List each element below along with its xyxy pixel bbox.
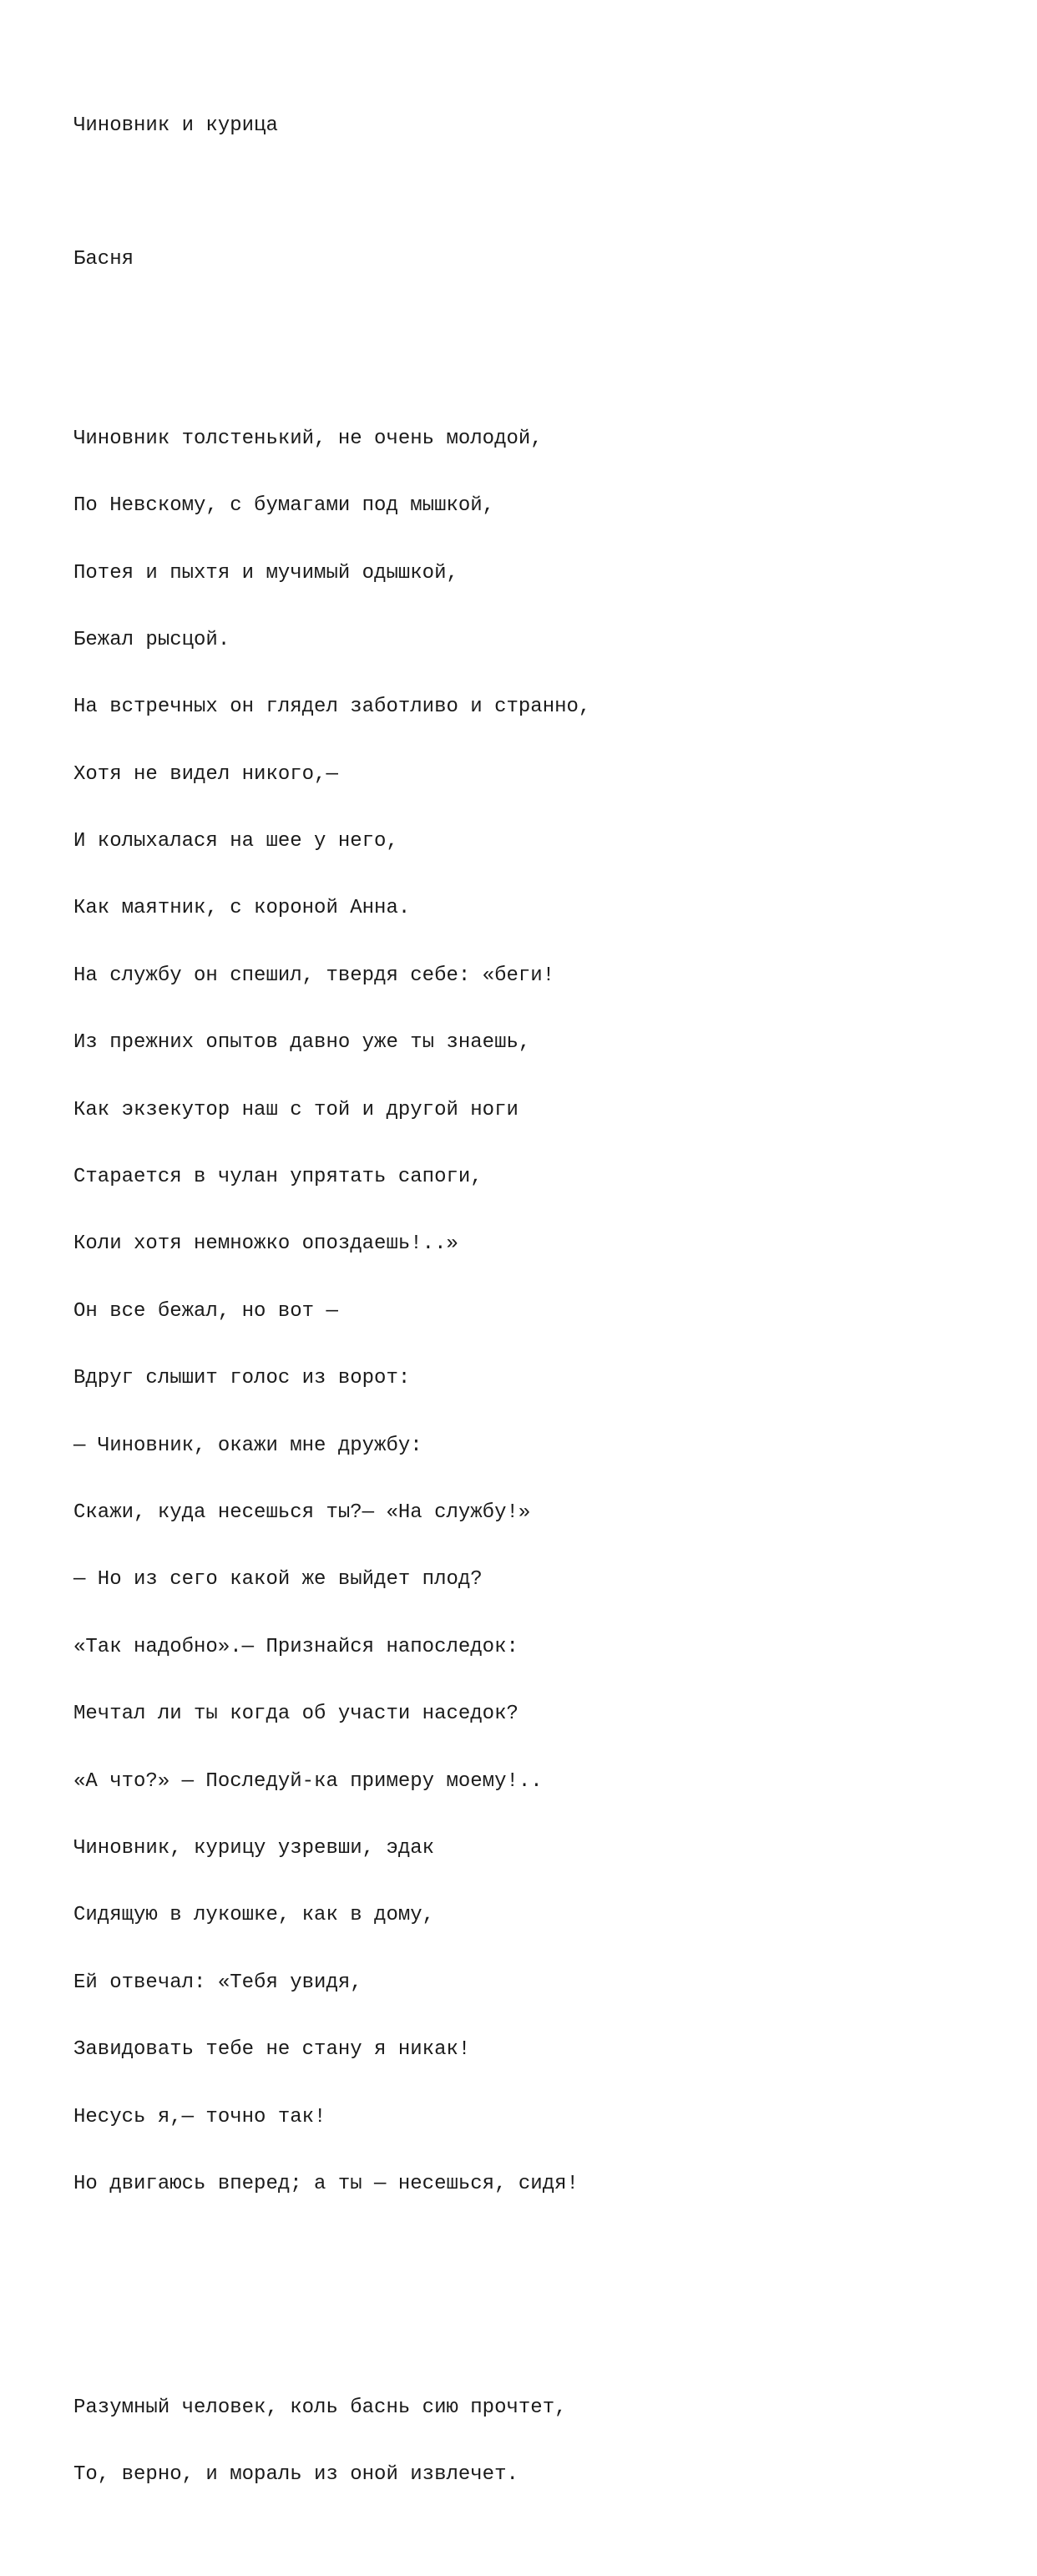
verse-line: — Но из сего какой же выйдет плод? — [73, 1568, 483, 1592]
document-subtitle: Басня — [73, 248, 134, 271]
verse-line: «А что?» — Последуй-ка примеру моему!.. — [73, 1769, 543, 1793]
verse-line: Чиновник, курицу узревши, эдак — [73, 1836, 435, 1860]
verse-line: Старается в чулан упрятать сапоги, — [73, 1166, 483, 1189]
blank-line — [73, 316, 590, 339]
blank-line — [73, 182, 590, 205]
blank-line — [73, 2285, 590, 2308]
verse-line: На встречных он глядел заботливо и странно, — [73, 696, 591, 719]
verse-line: Как маятник, с короной Анна. — [73, 897, 411, 920]
stanza-moral — [73, 2352, 590, 2531]
verse-line: И колыхалася на шее у него, — [73, 830, 398, 853]
verse-line: Ей отвечал: «Тебя увидя, — [73, 1971, 362, 1994]
verse-line: Вдруг слышит голос из ворот: — [73, 1367, 411, 1390]
document-text — [73, 70, 590, 2576]
moral-line: Разумный человек, коль баснь сию прочтет, — [73, 2396, 567, 2419]
verse-line: Завидовать тебе не стану я никак! — [73, 2038, 471, 2062]
verse-line: Потея и пыхтя и мучимый одышкой, — [73, 561, 458, 585]
verse-line: Он все бежал, но вот — — [73, 1299, 338, 1323]
verse-line: Бежал рысцой. — [73, 628, 230, 651]
document-title: Чиновник и курица — [73, 114, 278, 137]
verse-line: — Чиновник, окажи мне дружбу: — [73, 1434, 422, 1457]
verse-line: Коли хотя немножко опоздаешь!..» — [73, 1232, 458, 1256]
moral-line: То, верно, и мораль из оной извлечет. — [73, 2463, 518, 2487]
verse-line: Хотя не видел никого,— — [73, 762, 338, 786]
verse-line: По Невскому, с бумагами под мышкой, — [73, 494, 495, 518]
verse-line: Мечтал ли ты когда об участи наседок? — [73, 1703, 518, 1726]
verse-line: «Так надобно».— Признайся напоследок: — [73, 1635, 518, 1658]
verse-line: Из прежних опытов давно уже ты знаешь, — [73, 1031, 531, 1055]
verse-line: Сидящую в лукошке, как в дому, — [73, 1904, 435, 1927]
verse-line: Как экзекутор наш с той и другой ноги — [73, 1098, 518, 1121]
verse-line: На службу он спешил, твердя себе: «беги! — [73, 964, 555, 987]
verse-line: Несусь я,— точно так! — [73, 2105, 326, 2128]
stanza-main — [73, 383, 590, 2240]
verse-line: Но двигаюсь вперед; а ты — несешься, сидя! — [73, 2172, 579, 2195]
verse-line: Чиновник толстенький, не очень молодой, — [73, 427, 543, 450]
verse-line: Скажи, куда несешься ты?— «На службу!» — [73, 1501, 531, 1524]
